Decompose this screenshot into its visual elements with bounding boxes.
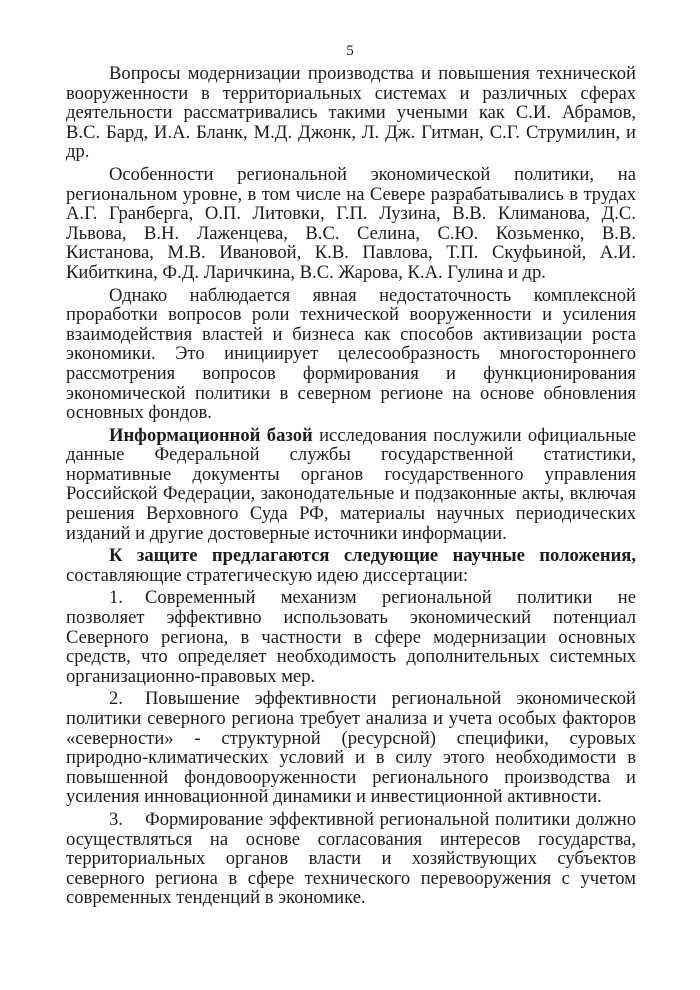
paragraph-defense-positions	[66, 546, 636, 585]
defense-positions-heading: К защите предлагаются следующие научные положения,	[109, 545, 636, 567]
list-item-text: Формирование эффективной региональной политики должно осуществляться на основе согласования интересов государства, территориальных органов власти и хозяйствующих субъектов северного региона в сфере технического перевооружения с учетом современных тенденций в экономике.	[66, 808, 636, 909]
list-item	[66, 689, 636, 807]
paragraph-regional-policy-researchers: Особенности региональной экономической политики, на региональном уровне, в том числе на Севере разрабатывались в трудах А.Г. Гранберга, О.П. Литовки, Г.П. Лузина, В.В. Климанова, Д.С. Львова, В.Н. Лаженцева, В.С. Селина, С.Ю. Козьменко, В.В. Кистанова, М.В. Ивановой, К.В. Павлова, Т.П. Скуфьиной, А.И. Кибиткина, Ф.Д. Ларичкина, В.С. Жарова, К.А. Гулина и др.	[66, 163, 636, 283]
information-base-text: исследования послужили официальные данные Федеральной службы государственной статистики, нормативные документы органов государственного управления Российской Федерации, законодательные и подзаконные акты, включая решения Верховного Суда РФ, материалы научных периодических изданий и другие достоверные источники информации.	[66, 424, 636, 544]
list-item-number: 1.	[109, 587, 123, 609]
information-base-heading: Информационной базой	[109, 424, 313, 446]
paragraph-research-gap: Однако наблюдается явная недостаточность комплексной проработки вопросов роли технической вооруженности и усиления взаимодействия властей и бизнеса как способов активизации роста экономики. Это инициирует целесообразность многостороннего рассмотрения вопросов формирования и функционирования экономической политики в северном регионе на основе обновления основных фондов.	[66, 284, 636, 424]
defense-positions-text: составляющие стратегическую идею диссертации:	[66, 564, 469, 586]
list-item-number: 3.	[109, 808, 123, 830]
page-body	[66, 64, 636, 911]
page-number: 5	[346, 43, 354, 59]
paragraph-information-base	[66, 426, 636, 544]
list-item-text: Современный механизм региональной политики не позволяет эффективно использовать экономический потенциал Северного региона, в частности в сфере модернизации основных средств, что определяет необходимость дополнительных системных организационно-правовых мер.	[66, 587, 636, 687]
list-item	[66, 588, 636, 686]
paragraph-modernization-researchers: Вопросы модернизации производства и повышения технической вооруженности в территориальных системах и различных сферах деятельности рассматривались такими учеными как С.И. Абрамов, В.С. Бард, И.А. Бланк, М.Д. Джонк, Л. Дж. Гитман, С.Г. Струмилин, и др.	[66, 63, 636, 163]
list-item	[66, 810, 636, 908]
list-item-number: 2.	[109, 688, 123, 710]
list-item-text: Повышение эффективности региональной экономической политики северного региона требует анализа и учета особых факторов «северности» - структурной (ресурсной) специфики, суровых природно-климатических условий и в силу этого необходимости в повышенной фондовооруженности регионального производства и усиления инновационной динамики и инвестиционной активности.	[66, 688, 636, 808]
